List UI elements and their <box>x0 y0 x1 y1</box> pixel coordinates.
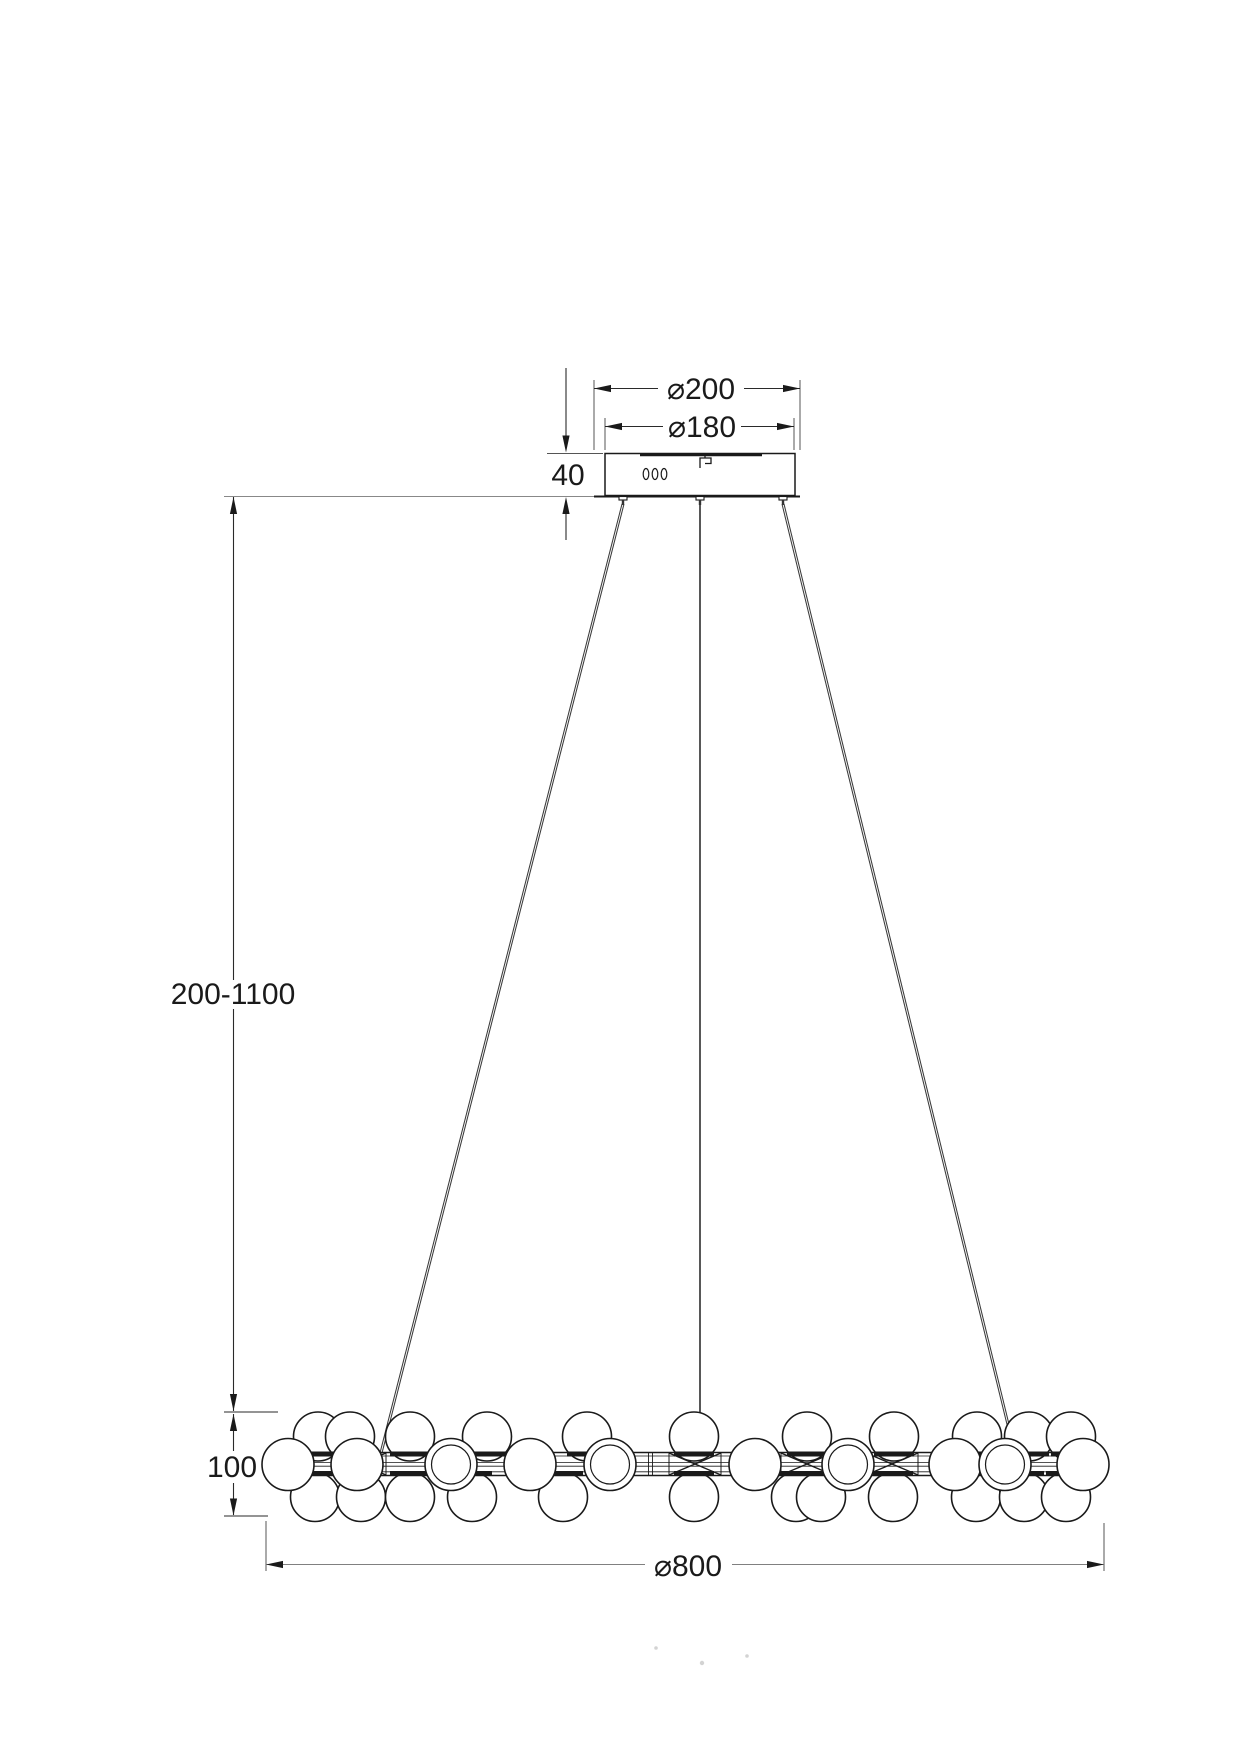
glass-ball-rail <box>729 1439 781 1491</box>
suspension-wire-left-highlight <box>381 504 623 1453</box>
artifact-dot <box>700 1661 704 1665</box>
hanger-stud-cap <box>779 497 787 501</box>
hanger-stud <box>699 500 701 505</box>
glass-ball-lower <box>670 1473 719 1522</box>
suspension-length-range-label: 200-1100 <box>170 978 296 1011</box>
dimension-arrow <box>266 1561 283 1568</box>
ceiling-canopy <box>594 454 800 506</box>
glass-ball-lower <box>869 1473 918 1522</box>
suspension-wire-right-highlight <box>783 504 1015 1453</box>
dimension-arrow <box>230 1414 237 1431</box>
glass-ball-front-inner <box>986 1445 1025 1484</box>
canopy-outer-diameter-label: ⌀200 <box>666 373 736 406</box>
ring-diameter-label: ⌀800 <box>653 1550 723 1583</box>
dimension-arrow <box>230 1499 237 1516</box>
dimension-arrow <box>562 497 569 514</box>
canopy-height-label: 40 <box>551 459 585 492</box>
dimension-arrow <box>783 385 800 392</box>
glass-ball-rail <box>1057 1439 1109 1491</box>
ring-height-label: 100 <box>206 1451 258 1484</box>
artifact-dot <box>745 1654 749 1658</box>
dimension-arrow <box>605 423 622 430</box>
glass-ball-front-inner <box>829 1445 868 1484</box>
hanger-stud-cap <box>696 497 704 501</box>
artifact-dot <box>654 1646 658 1650</box>
dimension-arrow <box>562 436 569 453</box>
dimension-arrow <box>230 497 237 514</box>
dimension-arrow <box>594 385 611 392</box>
glass-ball-lower <box>386 1473 435 1522</box>
hanger-stud-cap <box>619 497 627 501</box>
glass-ball-front-inner <box>591 1445 630 1484</box>
dimension-arrow <box>777 423 794 430</box>
glass-ball-front-inner <box>432 1445 471 1484</box>
glass-ball-rail <box>262 1439 314 1491</box>
dimension-arrow <box>230 1394 237 1411</box>
artifact-dots <box>654 1646 749 1665</box>
dimension-labels <box>171 373 736 1583</box>
suspension-wires <box>381 504 1015 1460</box>
hanger-stud <box>782 500 784 505</box>
glass-ball-rail <box>504 1439 556 1491</box>
hanger-stud <box>622 500 624 505</box>
dimension-lines <box>224 368 1104 1571</box>
dimension-arrow <box>1087 1561 1104 1568</box>
glass-ball-rail <box>331 1439 383 1491</box>
canopy-inner-diameter-label: ⌀180 <box>667 411 737 444</box>
glass-ball-rail <box>929 1439 981 1491</box>
